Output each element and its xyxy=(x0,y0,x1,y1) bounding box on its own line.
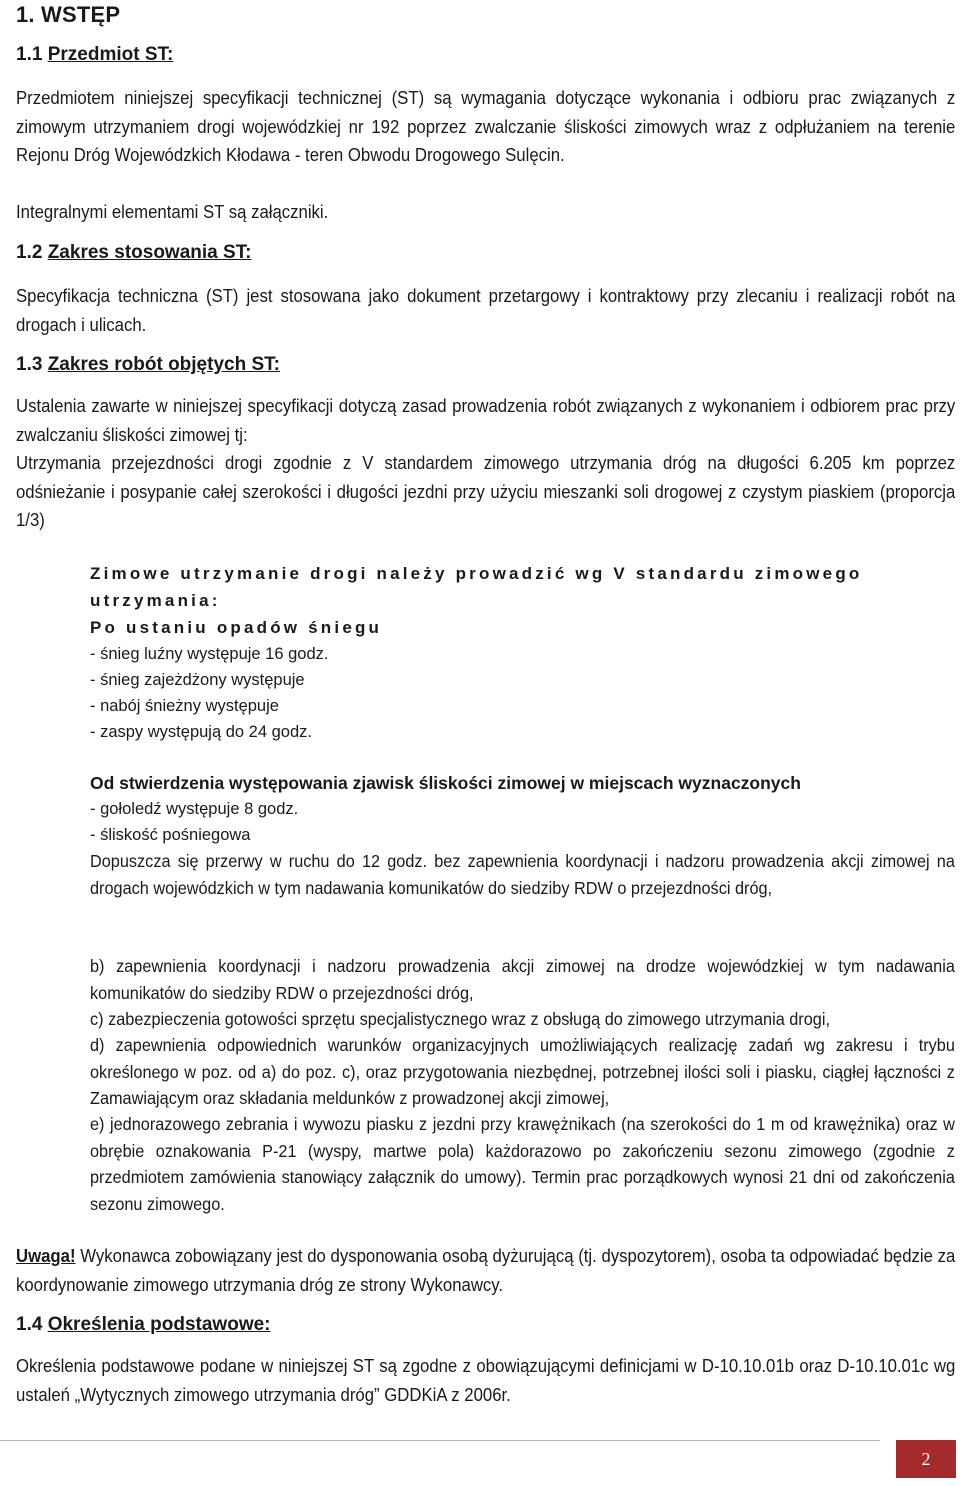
section-number: 1.2 xyxy=(16,242,48,263)
slipperiness-item: - śliskość pośniegowa xyxy=(90,826,251,844)
note-label: Uwaga! xyxy=(16,1246,76,1266)
standard-item: - śnieg zajeżdżony występuje xyxy=(90,671,305,689)
paragraph-subject: Przedmiotem niniejszej specyfikacji technicznej (ST) są wymagania dotyczące wykonania i odbioru prac związanych z zimowym utrzymaniem drogi wojewódzkiej nr 192 poprzez zwalczanie śliskości zimowych wraz z odpłużaniem na terenie Rejonu Dróg Wojewódzkich Kłodawa - teren Obwodu Drogowego Sulęcin. xyxy=(16,88,956,165)
paragraph-item-e: e) jednorazowego zebrania i wywozu piasku z jezdni przy krawężnikach (na szerokości do 1 m od krawężnika) oraz w obrębie oznakowania P-21 (wyspy, martwe pola) każdorazowo po zakończeniu sezonu zimowego (zgodnie z przedmiotem zamówienia stanowiący załącznik do umowy). Termin prac porządkowych wynosi 21 dni od zakończenia sezonu zimowego. xyxy=(90,1114,955,1214)
section-title: Zakres robót objętych ST: xyxy=(47,354,280,375)
paragraph-note xyxy=(16,1242,955,1299)
standard-item: - zaspy występują do 24 godz. xyxy=(90,723,312,741)
chapter-heading: 1. WSTĘP xyxy=(16,2,121,27)
standard-block xyxy=(90,560,956,745)
standard-title-line1: Zimowe utrzymanie drogi należy prowadzić wg V standardu zimowego xyxy=(90,564,863,583)
section-title: Zakres stosowania ST: xyxy=(47,242,252,263)
paragraph-item-b: b) zapewnienia koordynacji i nadzoru prowadzenia akcji zimowej na drodze wojewódzkiej w tym nadawania komunikatów do siedziby RDW o przejezdności dróg, xyxy=(90,956,955,1003)
paragraph-item-d: d) zapewnienia odpowiednich warunków organizacyjnych umożliwiających realizację zadań wg zakresu i trybu określonego w poz. od a) do poz. c), oraz przygotowania niezbędnej, potrzebnej ilości soli i piasku, ciągłej łączności z Zamawiającym oraz składania meldunków z prowadzonej akcji zimowej, xyxy=(90,1035,955,1108)
section-heading-1-2 xyxy=(16,242,252,264)
slipperiness-item: - gołoledź występuje 8 godz. xyxy=(90,800,299,818)
standard-subtitle: Po ustaniu opadów śniegu xyxy=(90,618,383,637)
paragraph-maintenance: Utrzymania przejezdności drogi zgodnie z V standardem zimowego utrzymania dróg na długości 6.205 km poprzez odśnieżanie i posypanie całej szerokości i długości jezdni przy użyciu mieszanki soli drogowej z czystym piaskiem (proporcja 1/3) xyxy=(16,453,956,530)
section-title: Przedmiot ST: xyxy=(47,44,174,65)
footer-rule xyxy=(0,1440,880,1441)
section-number: 1.4 xyxy=(16,1314,48,1335)
paragraph-attachments: Integralnymi elementami ST są załączniki. xyxy=(16,202,329,222)
section-heading-1-4 xyxy=(16,1314,271,1336)
section-title: Określenia podstawowe: xyxy=(47,1314,271,1335)
paragraph-works-scope: Ustalenia zawarte w niniejszej specyfikacji dotyczą zasad prowadzenia robót związanych z wykonaniem i odbiorem prac przy zwalczaniu śliskości zimowej tj: xyxy=(16,396,956,445)
slipperiness-title: Od stwierdzenia występowania zjawisk śliskości zimowej w miejscach wyznaczonych xyxy=(90,773,801,793)
page-number: 2 xyxy=(896,1440,956,1478)
paragraph-scope: Specyfikacja techniczna (ST) jest stosowana jako dokument przetargowy i kontraktowy przy zlecaniu i realizacji robót na drogach i ulicach. xyxy=(16,286,956,335)
section-number: 1.3 xyxy=(16,354,48,375)
paragraph-definitions: Określenia podstawowe podane w niniejszej ST są zgodne z obowiązującymi definicjami w D-10.10.01b oraz D-10.10.01c wg ustaleń „Wytycznych zimowego utrzymania dróg” GDDKiA z 2006r. xyxy=(16,1356,956,1405)
section-heading-1-3 xyxy=(16,354,280,376)
paragraph-breaks: Dopuszcza się przerwy w ruchu do 12 godz. bez zapewnienia koordynacji i nadzoru prowadzenia akcji zimowej na drogach wojewódzkich w tym nadawania komunikatów do siedziby RDW o przejezdności dróg, xyxy=(90,851,955,898)
standard-item: - śnieg luźny występuje 16 godz. xyxy=(90,645,329,663)
note-text: Wykonawca zobowiązany jest do dysponowania osobą dyżurującą (tj. dyspozytorem), osoba ta odpowiadać będzie za koordynowanie zimowego utrzymania dróg ze strony Wykonawcy. xyxy=(16,1246,956,1295)
section-heading-1-1 xyxy=(16,44,173,66)
section-number: 1.1 xyxy=(16,44,48,65)
standard-title-line2: utrzymania: xyxy=(90,591,221,610)
paragraph-item-c: c) zabezpieczenia gotowości sprzętu specjalistycznego wraz z obsługą do zimowego utrzymania drogi, xyxy=(90,1009,830,1029)
standard-item: - nabój śnieżny występuje xyxy=(90,697,279,715)
